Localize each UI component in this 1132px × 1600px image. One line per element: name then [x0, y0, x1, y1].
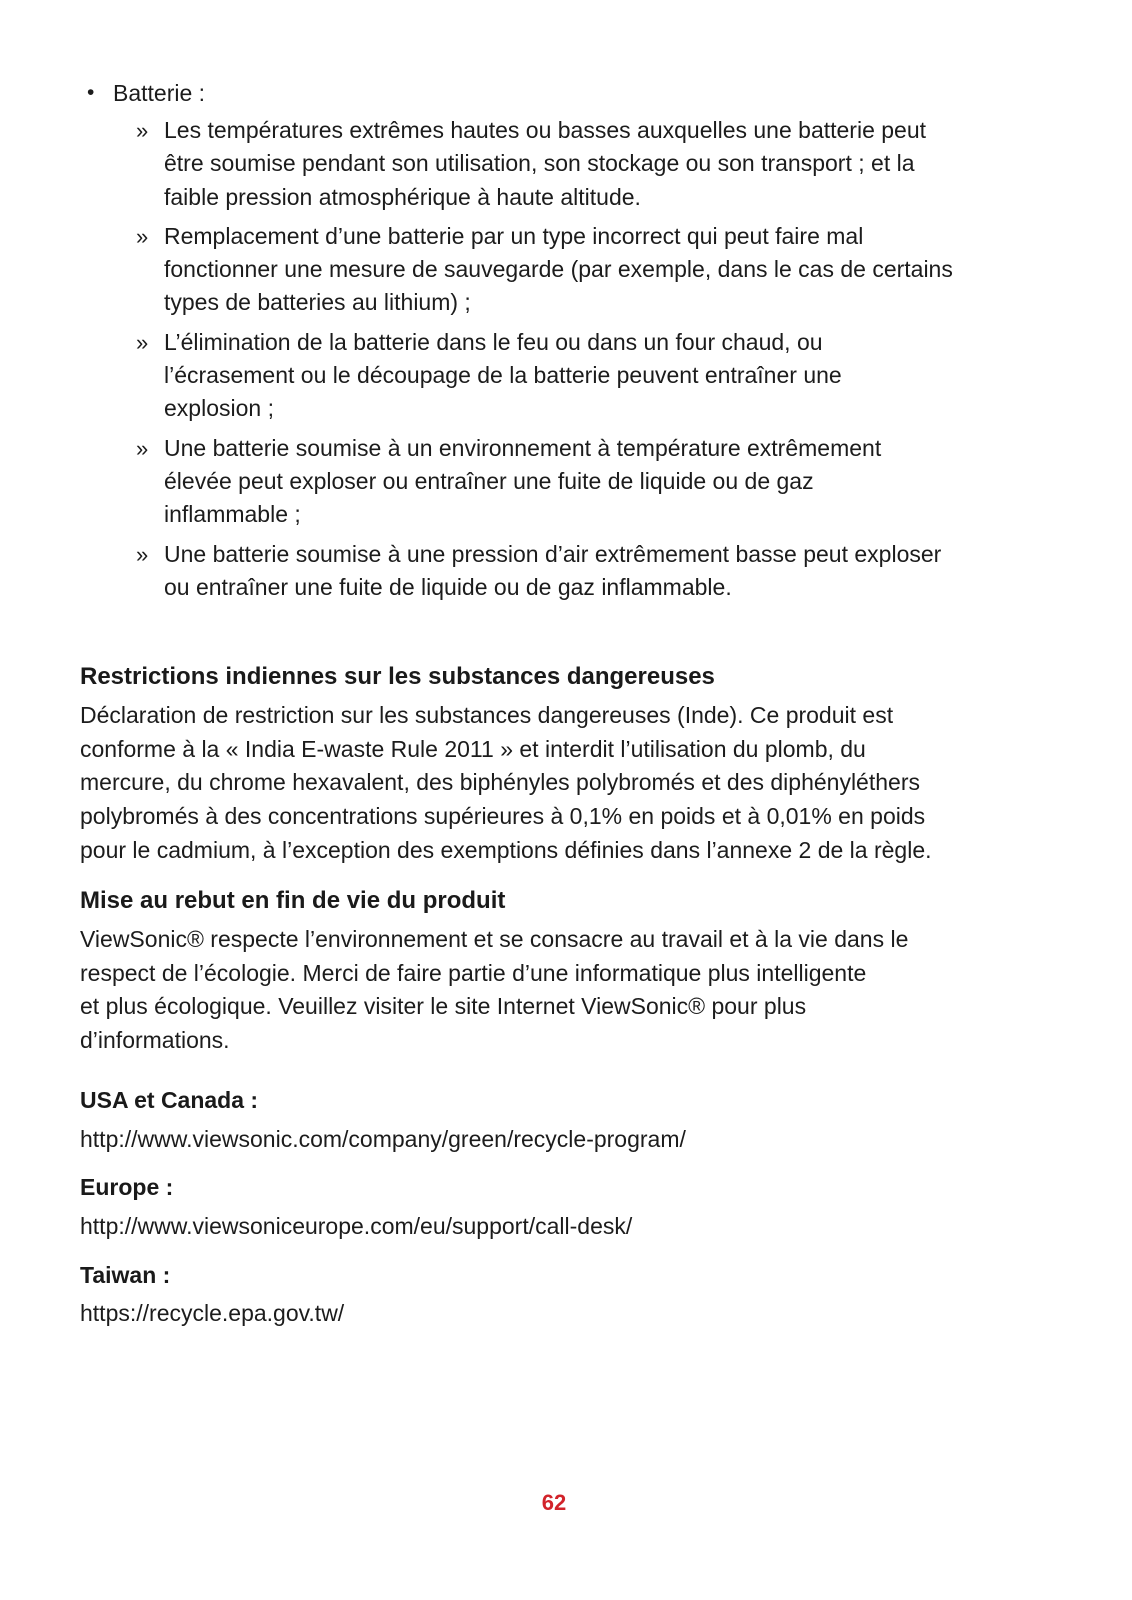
item-line: être soumise pendant son utilisation, son stockage ou son transport ; et la	[164, 150, 915, 177]
recycle-link-usa-canada[interactable]: http://www.viewsonic.com/company/green/recycle-program/	[80, 1126, 686, 1152]
recycle-link-europe[interactable]: http://www.viewsoniceurope.com/eu/support/call-desk/	[80, 1213, 633, 1239]
end-of-life-paragraph	[80, 923, 1120, 1058]
item-line: Remplacement d’une batterie par un type incorrect qui peut faire mal	[164, 222, 864, 249]
item-line: explosion ;	[164, 395, 274, 422]
item-line: L’élimination de la batterie dans le feu ou dans un four chaud, ou	[164, 328, 823, 355]
battery-label: Batterie :	[113, 80, 206, 106]
item-line: inflammable ;	[164, 501, 301, 528]
paragraph-line: respect de l’écologie. Merci de faire partie d’une informatique plus intelligente	[80, 959, 867, 986]
sub-marker-icon: »	[136, 223, 149, 249]
item-line: Une batterie soumise à un environnement à température extrêmement	[164, 434, 882, 461]
item-line: élevée peut exploser ou entraîner une fuite de liquide ou de gaz	[164, 467, 814, 494]
paragraph-line: mercure, du chrome hexavalent, des biphényles polybromés et des diphényléthers	[80, 769, 920, 796]
region-label-usa-canada: USA et Canada :	[80, 1087, 259, 1113]
page-number: 62	[541, 1490, 567, 1515]
item-line: Les températures extrêmes hautes ou basses auxquelles une batterie peut	[164, 117, 927, 143]
paragraph-line: polybromés à des concentrations supérieures à 0,1% en poids et à 0,01% en poids	[80, 803, 926, 830]
india-rohs-heading: Restrictions indiennes sur les substances dangereuses	[80, 663, 715, 690]
item-line: Une batterie soumise à une pression d’air extrêmement basse peut exploser	[164, 540, 942, 567]
list-item	[136, 326, 1116, 426]
bullet-icon: •	[87, 81, 95, 104]
sub-marker-icon: »	[136, 118, 149, 143]
item-line: faible pression atmosphérique à haute altitude.	[164, 183, 641, 210]
end-of-life-heading: Mise au rebut en fin de vie du produit	[80, 887, 506, 914]
recycle-link-taiwan[interactable]: https://recycle.epa.gov.tw/	[80, 1300, 345, 1326]
list-item	[136, 114, 1116, 214]
sub-marker-icon: »	[136, 329, 149, 355]
india-rohs-paragraph	[80, 699, 1120, 867]
paragraph-line: Déclaration de restriction sur les substances dangereuses (Inde). Ce produit est	[80, 702, 894, 728]
item-line: fonctionner une mesure de sauvegarde (par exemple, dans le cas de certains	[164, 256, 953, 283]
sub-marker-icon: »	[136, 435, 149, 461]
paragraph-line: ViewSonic® respecte l’environnement et se consacre au travail et à la vie dans le	[80, 926, 909, 952]
battery-sub-list	[136, 108, 1116, 604]
region-label-taiwan: Taiwan :	[80, 1262, 171, 1288]
list-item	[136, 220, 1116, 320]
region-label-europe: Europe :	[80, 1174, 174, 1200]
sub-marker-icon: »	[136, 541, 149, 567]
list-item	[136, 432, 1116, 532]
paragraph-line: conforme à la « India E-waste Rule 2011 » et interdit l’utilisation du plomb, du	[80, 735, 866, 762]
list-item	[136, 538, 1116, 605]
item-line: l’écrasement ou le découpage de la batterie peuvent entraîner une	[164, 362, 842, 389]
paragraph-line: pour le cadmium, à l’exception des exemptions définies dans l’annexe 2 de la règle.	[80, 836, 932, 863]
paragraph-line: d’informations.	[80, 1027, 230, 1054]
paragraph-line: et plus écologique. Veuillez visiter le site Internet ViewSonic® pour plus	[80, 993, 807, 1020]
item-line: ou entraîner une fuite de liquide ou de gaz inflammable.	[164, 573, 732, 600]
item-line: types de batteries au lithium) ;	[164, 289, 471, 316]
